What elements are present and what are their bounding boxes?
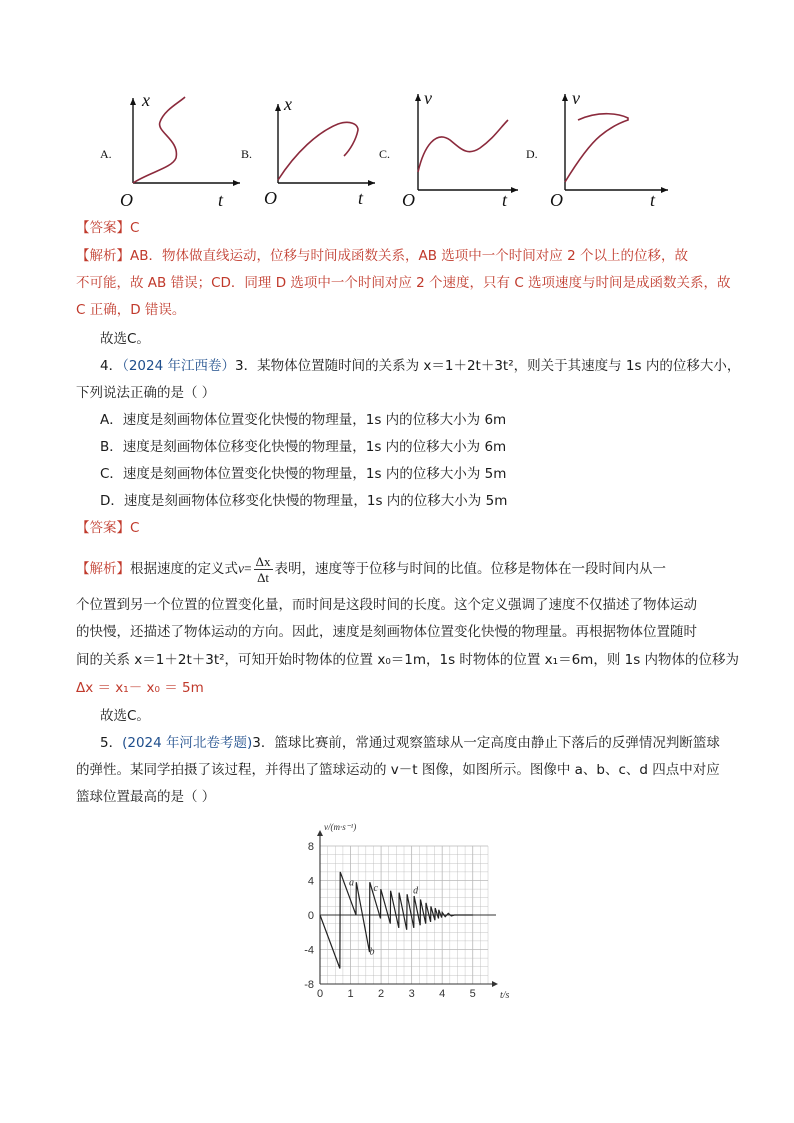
origin-label: O: [264, 188, 277, 208]
x-axis-arrow-icon: [492, 981, 498, 987]
q4-analysis-line5: Δx ＝ x₁－ x₀ ＝ 5m: [76, 680, 204, 696]
graph-option-b: [241, 94, 375, 208]
option-label: D.: [526, 147, 538, 161]
answer-value: C: [130, 220, 140, 236]
x-tick-label: 1: [347, 988, 354, 1000]
q3-answer: [76, 218, 139, 238]
analysis-text: 根据速度的定义式: [130, 561, 238, 577]
option-label: C.: [379, 147, 391, 161]
graph-curve: [133, 97, 185, 183]
graph-option-d: [526, 88, 668, 210]
q3-analysis-line2: 不可能，故 AB 错误；CD．同理 D 选项中一个时间对应 2 个速度，只有 C 选项速度与时间是成函数关系，故: [76, 275, 731, 291]
q5-stem-line2: 的弹性。某同学拍摄了该过程，并得出了篮球运动的 v－t 图像，如图所示。图像中 a、b、c、d 四点中对应: [76, 762, 720, 778]
question-source: （2024 年江西卷）: [122, 358, 235, 374]
y-axis-arrow-icon: [130, 98, 136, 105]
x-tick-label: 5: [469, 988, 476, 1000]
point-label-a: a: [349, 877, 355, 889]
y-tick-label: -4: [304, 944, 314, 957]
point-label-c: c: [373, 882, 378, 894]
answer-value: C: [130, 520, 140, 536]
vt-chart: [290, 818, 510, 1008]
analysis-text-cont: 表明，速度等于位移与时间的比值。位移是物体在一段时间内从一: [274, 561, 666, 577]
point-label-d: d: [413, 885, 419, 897]
x-axis-label: t: [502, 190, 508, 210]
graph-option-a: [100, 90, 240, 210]
answer-tag: 【答案】: [76, 520, 130, 536]
graph-curve: [278, 122, 358, 180]
formula-eq: =: [244, 561, 252, 576]
point-label-b: b: [369, 946, 375, 958]
answer-tag: 【答案】: [76, 220, 130, 236]
vt-chart-svg: [290, 818, 510, 1008]
option-label: B.: [241, 147, 253, 161]
y-axis-arrow-icon: [317, 830, 323, 836]
q3-conclusion: 故选C。: [100, 331, 150, 347]
x-tick-label: 4: [439, 988, 446, 1000]
origin-label: O: [402, 190, 415, 210]
q4-option-b: B．速度是刻画物体位移变化快慢的物理量，1s 内的位移大小为 6m: [100, 439, 507, 455]
question-stem: 3．篮球比赛前，常通过观察篮球从一定高度由静止下落后的反弹情况判断篮球: [252, 735, 720, 751]
q4-analysis-line3: 的快慢，还描述了物体运动的方向。因此，速度是刻画物体位置变化快慢的物理量。再根据物体位置随时: [76, 624, 697, 640]
q5-stem-line1: [100, 733, 720, 753]
x-axis-arrow-icon: [368, 180, 375, 186]
question-number: 5．: [100, 735, 123, 751]
x-axis-label: t: [650, 190, 656, 210]
x-axis-arrow-icon: [233, 180, 240, 186]
q4-answer: [76, 518, 139, 538]
y-axis-label: x: [142, 90, 150, 110]
q5-stem-line3: 篮球位置最高的是（ ）: [76, 789, 216, 805]
y-tick-label: 4: [307, 875, 314, 888]
formula-v: v: [238, 561, 244, 576]
x-axis-label: t: [358, 188, 364, 208]
origin-label: O: [120, 190, 133, 210]
q3-analysis-line1: [76, 246, 688, 266]
analysis-tag: 【解析】: [76, 248, 130, 264]
y-axis-label: x: [284, 94, 292, 114]
y-axis-arrow-icon: [275, 104, 281, 111]
option-label: A.: [100, 147, 112, 161]
q4-analysis-line4: 间的关系 x＝1＋2t＋3t²，可知开始时物体的位置 x₀＝1m，1s 时物体的位置 x₁＝6m，则 1s 内物体的位移为: [76, 652, 740, 668]
y-axis-label: v: [572, 88, 580, 108]
q3-graphs: [0, 80, 794, 220]
x-tick-label: 2: [378, 988, 385, 1000]
q4-conclusion: 故选C。: [100, 708, 150, 724]
y-tick-label: 8: [307, 841, 314, 853]
x-axis-label: t/s: [500, 990, 510, 1001]
graph-curve: [418, 120, 508, 172]
q4-analysis-line2: 个位置到另一个位置的位置变化量，而时间是这段时间的长度。这个定义强调了速度不仅描述了物体运动: [76, 597, 697, 613]
y-axis-label: v/(m·s⁻¹): [324, 822, 357, 832]
x-axis-label: t: [218, 190, 224, 210]
graph-curve: [565, 114, 628, 182]
question-source: (2024 年河北卷考题): [122, 735, 253, 751]
q4-stem-line1: [100, 356, 740, 376]
analysis-text: AB．物体做直线运动，位移与时间成函数关系，AB 选项中一个时间对应 2 个以上的位移，故: [130, 248, 688, 264]
q4-option-d: D．速度是刻画物体位移变化快慢的物理量，1s 内的位移大小为 5m: [100, 493, 508, 509]
formula-denominator: Δt: [257, 569, 270, 585]
question-number: 4．: [100, 358, 123, 374]
graph-option-c: [379, 88, 518, 210]
x-axis-arrow-icon: [661, 187, 668, 193]
q4-option-c: C．速度是刻画物体位置变化快慢的物理量，1s 内的位移大小为 5m: [100, 466, 507, 482]
q4-stem-line2: 下列说法正确的是（ ）: [76, 385, 216, 401]
q3-graphs-svg: [0, 80, 794, 220]
y-axis-arrow-icon: [562, 94, 568, 101]
origin-label: O: [550, 190, 563, 210]
y-axis-arrow-icon: [415, 94, 421, 101]
y-tick-label: 0: [307, 910, 314, 922]
x-tick-label: 3: [408, 988, 415, 1000]
q4-option-a: A．速度是刻画物体位置变化快慢的物理量，1s 内的位移大小为 6m: [100, 412, 507, 428]
x-axis-arrow-icon: [511, 187, 518, 193]
question-stem: 3．某物体位置随时间的关系为 x＝1＋2t＋3t²，则关于其速度与 1s 内的位移大小，: [235, 358, 741, 374]
x-tick-label: 0: [316, 988, 324, 1000]
formula-numerator: Δx: [255, 553, 271, 569]
y-tick-label: -8: [304, 979, 314, 991]
q3-analysis-line3: C 正确，D 错误。: [76, 302, 186, 318]
formula-fraction: [254, 554, 273, 585]
analysis-tag: 【解析】: [76, 561, 130, 577]
q4-analysis-line1: [76, 552, 666, 586]
y-axis-label: v: [424, 88, 432, 108]
